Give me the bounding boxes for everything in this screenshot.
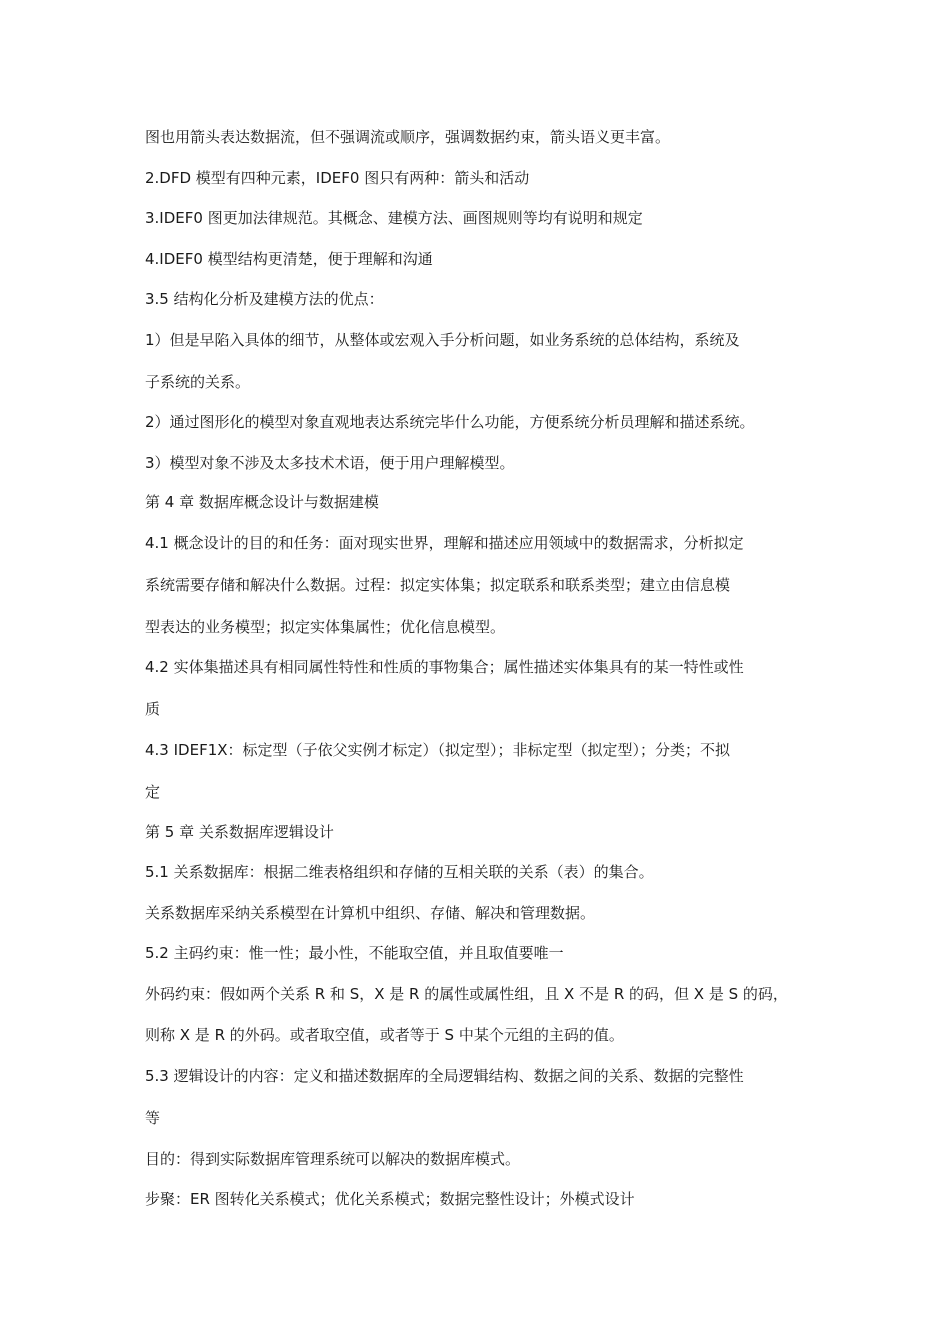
text-line: 系统需要存储和解决什么数据。过程：拟定实体集；拟定联系和联系类型；建立由信息模 [145,576,731,594]
text-line: 5.1 关系数据库：根据二维表格组织和存储的互相关联的关系（表）的集合。 [145,863,654,881]
text-line: 4.IDEF0 模型结构更清楚，便于理解和沟通 [145,250,433,268]
text-line: 等 [145,1109,161,1127]
text-line: 4.2 实体集描述具有相同属性特性和性质的事物集合；属性描述实体集具有的某一特性或性 [145,658,744,676]
chapter-heading: 第 5 章 关系数据库逻辑设计 [145,823,334,841]
text-line: 关系数据库采纳关系模型在计算机中组织、存储、解决和管理数据。 [145,904,596,922]
chapter-heading: 第 4 章 数据库概念设计与数据建模 [145,493,379,511]
text-line: 5.3 逻辑设计的内容：定义和描述数据库的全局逻辑结构、数据之间的关系、数据的完整性 [145,1067,744,1085]
text-line: 定 [145,783,161,801]
text-line: 子系统的关系。 [145,373,251,391]
text-line: 外码约束：假如两个关系 R 和 S，X 是 R 的属性或属性组，且 X 不是 R 的码，但 X 是 S 的码， [145,985,788,1003]
text-line: 目的：得到实际数据库管理系统可以解决的数据库模式。 [145,1150,521,1168]
section-heading: 3.5 结构化分析及建模方法的优点： [145,290,384,308]
text-line: 3.IDEF0 图更加法律规范。其概念、建模方法、画图规则等均有说明和规定 [145,209,643,227]
text-line: 图也用箭头表达数据流，但不强调流或顺序，强调数据约束，箭头语义更丰富。 [145,128,671,146]
text-line: 4.3 IDEF1X：标定型（子依父实例才标定）（拟定型）；非标定型（拟定型）；分类；不拟 [145,741,731,759]
text-line: 则称 X 是 R 的外码。或者取空值，或者等于 S 中某个元组的主码的值。 [145,1026,624,1044]
text-line: 2）通过图形化的模型对象直观地表达系统完毕什么功能，方便系统分析员理解和描述系统。 [145,413,755,431]
text-line: 4.1 概念设计的目的和任务：面对现实世界，理解和描述应用领域中的数据需求，分析拟定 [145,534,744,552]
text-line: 3）模型对象不涉及太多技术术语，便于用户理解模型。 [145,454,515,472]
text-line: 2.DFD 模型有四种元素，IDEF0 图只有两种：箭头和活动 [145,169,530,187]
text-line: 1）但是早陷入具体的细节，从整体或宏观入手分析问题，如业务系统的总体结构，系统及 [145,331,740,349]
text-line: 步聚：ER 图转化关系模式；优化关系模式；数据完整性设计；外模式设计 [145,1190,635,1208]
text-line: 型表达的业务模型；拟定实体集属性；优化信息模型。 [145,618,506,636]
text-line: 5.2 主码约束：惟一性；最小性，不能取空值，并且取值要唯一 [145,944,564,962]
text-line: 质 [145,700,161,718]
